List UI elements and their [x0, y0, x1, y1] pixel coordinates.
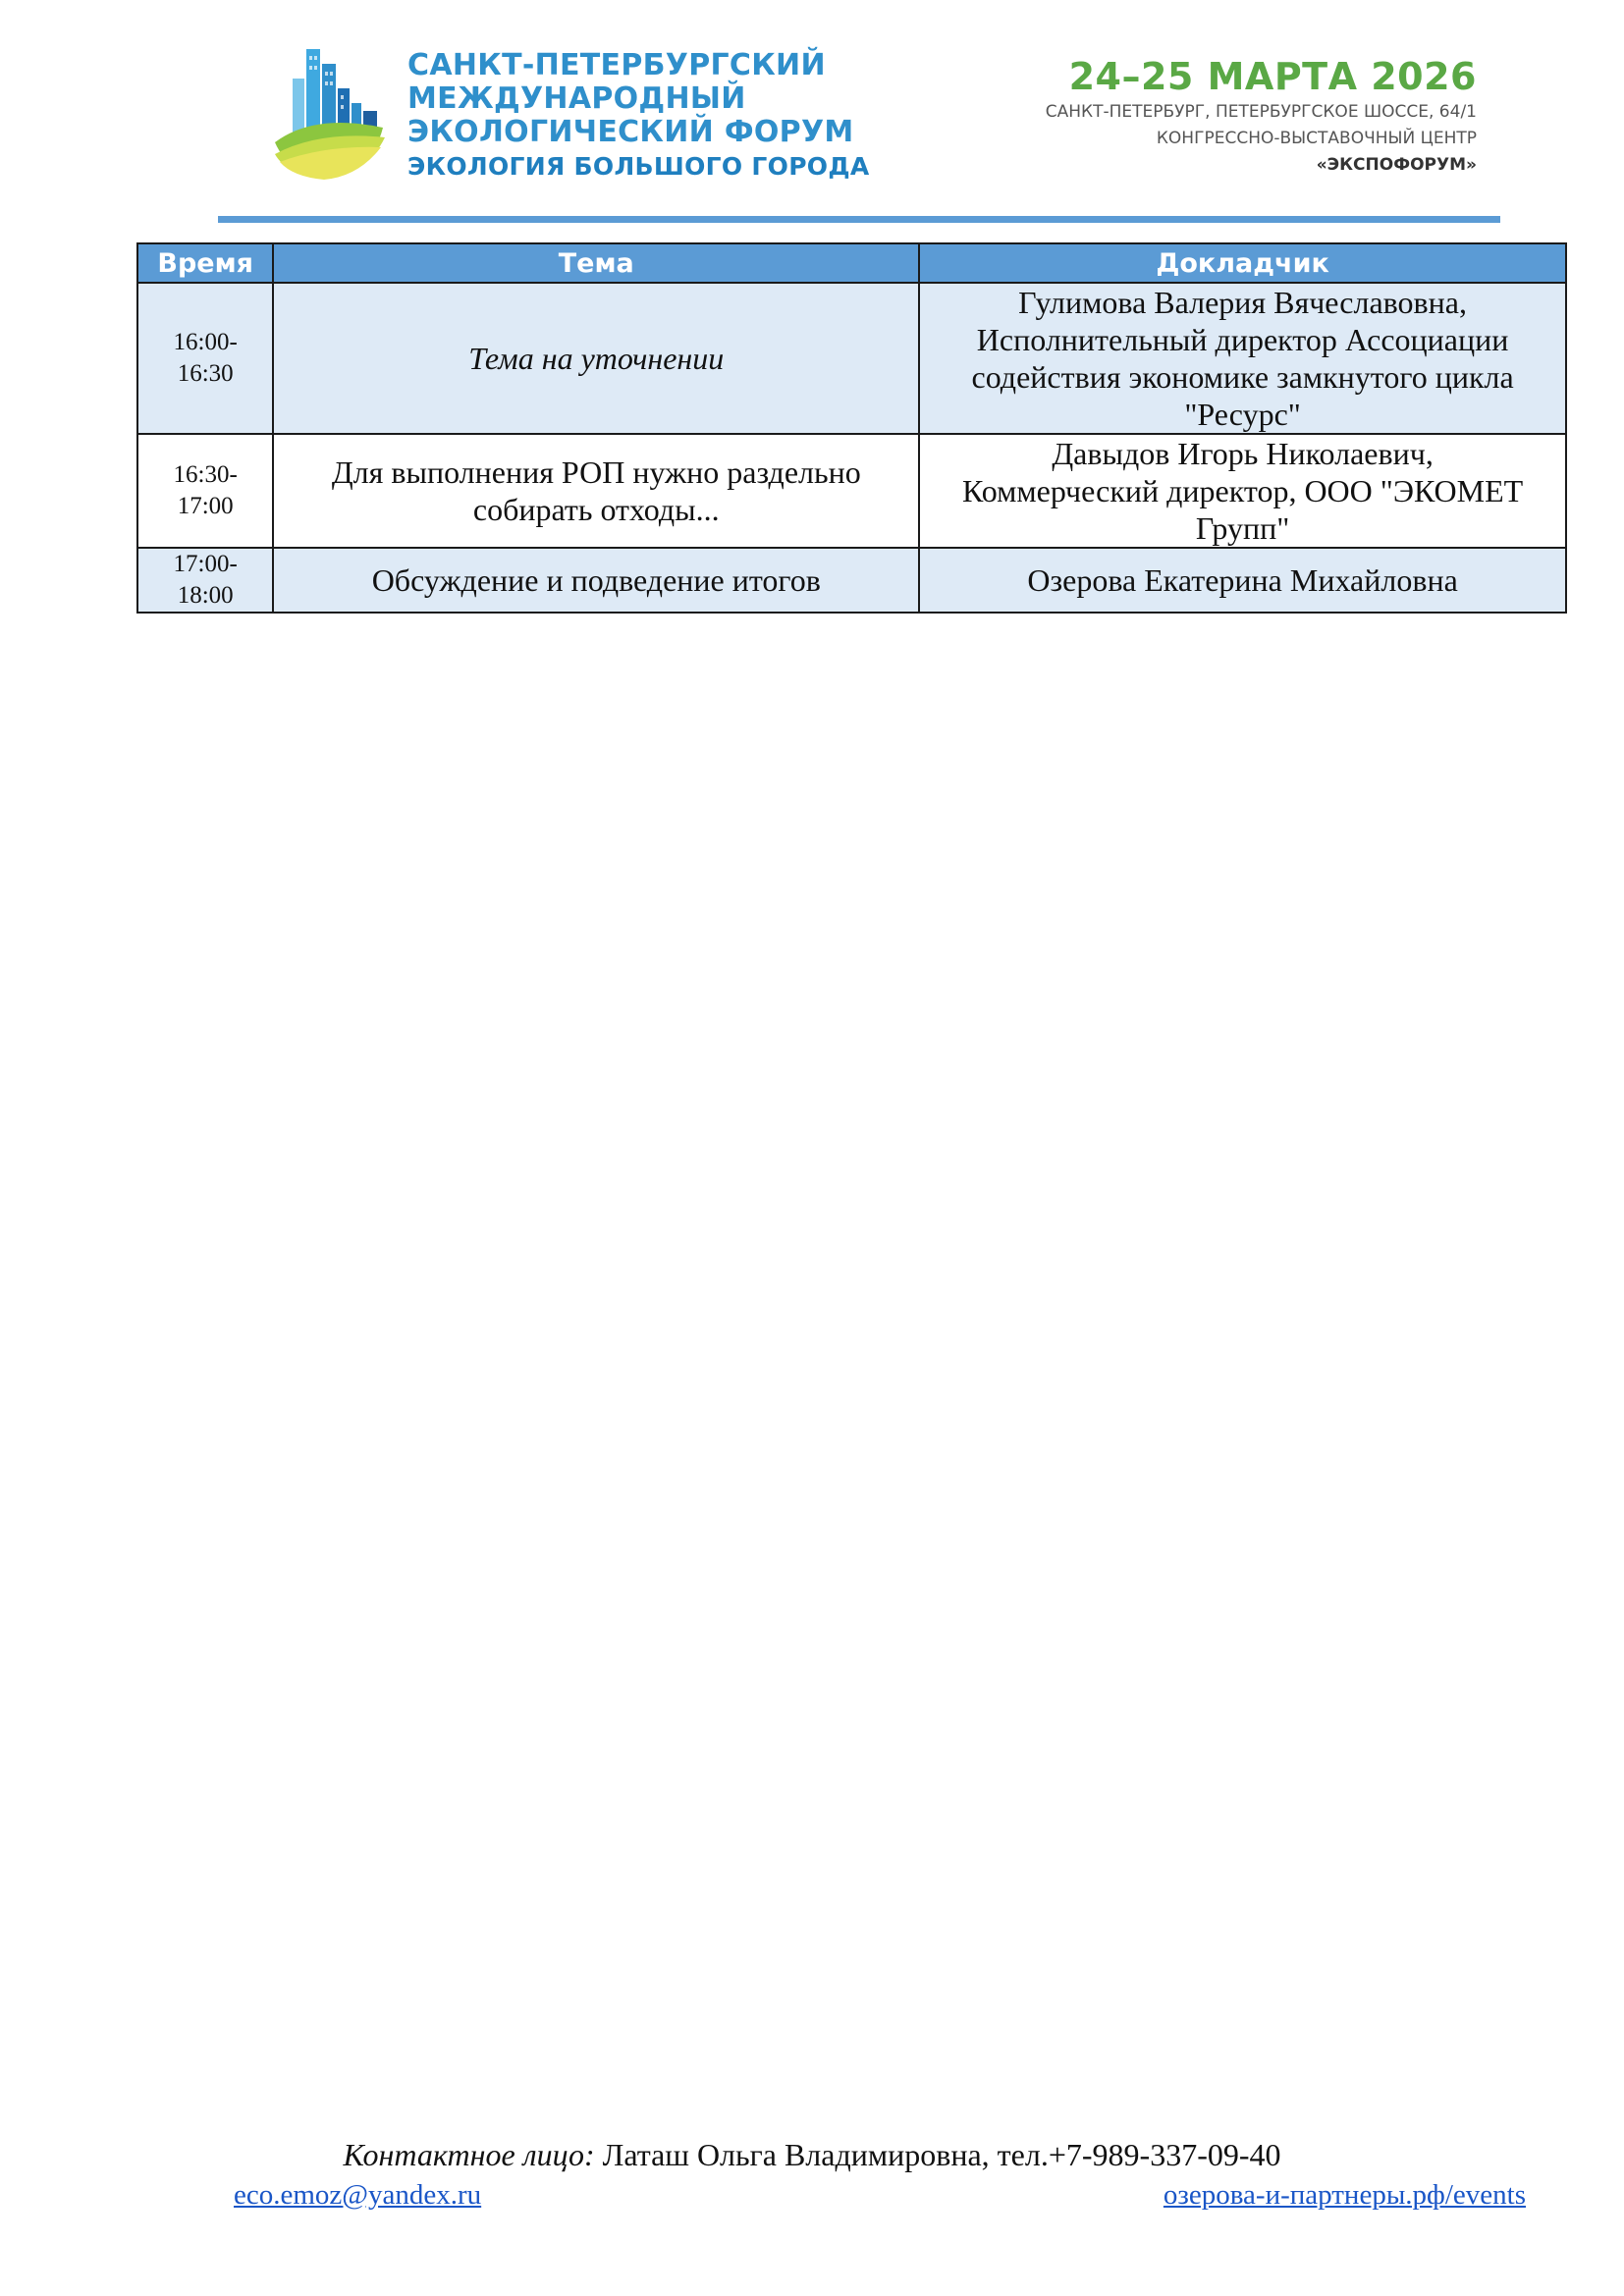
column-header-topic: Тема [273, 243, 919, 283]
contact-label: Контактное лицо: [343, 2137, 595, 2172]
contact-line [0, 2135, 1624, 2174]
time-cell [137, 283, 273, 434]
table-header-row [137, 243, 1566, 283]
topic-line: Для выполнения РОП нужно раздельно [331, 454, 861, 490]
column-header-speaker: Докладчик [919, 243, 1566, 283]
email-link[interactable]: eco.emoz@yandex.ru [234, 2179, 482, 2211]
speaker-cell: Озерова Екатерина Михайловна [919, 548, 1566, 613]
time-cell [137, 548, 273, 613]
topic-line: собирать отходы... [472, 492, 720, 527]
forum-title-line: САНКТ-ПЕТЕРБУРГСКИЙ [407, 48, 826, 82]
page-header [0, 0, 1624, 231]
table-row [137, 283, 1566, 434]
time-end: 16:30 [177, 360, 234, 387]
time-end: 18:00 [177, 582, 234, 609]
topic-cell [273, 434, 919, 548]
table-row [137, 434, 1566, 548]
speaker-cell [919, 434, 1566, 548]
event-info [1046, 54, 1477, 179]
speaker-line: Давыдов Игорь Николаевич, [1052, 436, 1434, 471]
time-cell [137, 434, 273, 548]
forum-title-line: МЕЖДУНАРОДНЫЙ [407, 81, 746, 116]
event-venue-name: «ЭКСПОФОРУМ» [1316, 155, 1477, 175]
event-venue: КОНГРЕССНО-ВЫСТАВОЧНЫЙ ЦЕНТР [1156, 129, 1477, 148]
speaker-line: Коммерческий директор, ООО "ЭКОМЕТ [962, 473, 1524, 508]
time-start: 17:00- [173, 551, 238, 577]
time-start: 16:00- [173, 329, 238, 355]
table-row [137, 548, 1566, 613]
speaker-line: Групп" [1195, 510, 1290, 546]
forum-subtitle: ЭКОЛОГИЯ БОЛЬШОГО ГОРОДА [407, 152, 870, 181]
speaker-cell [919, 283, 1566, 434]
topic-cell: Обсуждение и подведение итогов [273, 548, 919, 613]
forum-logo-icon [275, 44, 393, 182]
forum-title [407, 49, 870, 185]
event-address: САНКТ-ПЕТЕРБУРГ, ПЕТЕРБУРГСКОЕ ШОССЕ, 64/1 [1045, 102, 1477, 122]
speaker-line: Гулимова Валерия Вячеславовна, [1018, 285, 1467, 320]
header-divider [218, 216, 1500, 223]
time-end: 17:00 [177, 493, 234, 519]
event-date: 24–25 МАРТА 2026 [1068, 55, 1477, 98]
topic-cell: Тема на уточнении [273, 283, 919, 434]
speaker-line: Исполнительный директор Ассоциации [976, 322, 1509, 357]
speaker-line: "Ресурс" [1184, 397, 1301, 432]
time-start: 16:30- [173, 461, 238, 488]
column-header-time: Время [137, 243, 273, 283]
contact-details: Латаш Ольга Владимировна, тел.+7-989-337-09-40 [594, 2137, 1281, 2172]
schedule-table [136, 242, 1567, 614]
forum-title-line: ЭКОЛОГИЧЕСКИЙ ФОРУМ [407, 115, 854, 149]
speaker-line: содействия экономике замкнутого цикла [971, 359, 1514, 395]
website-link[interactable]: озерова-и-партнеры.рф/events [1163, 2179, 1526, 2211]
